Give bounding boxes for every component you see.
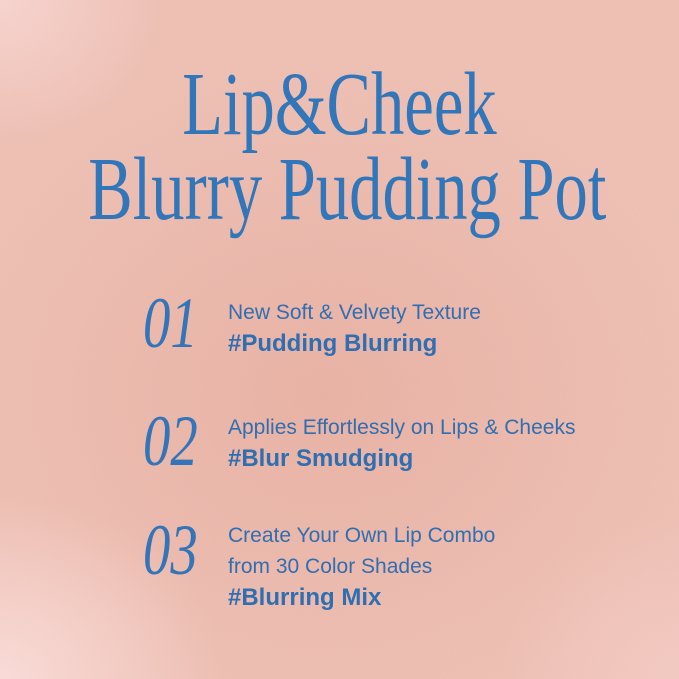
product-title: [88, 55, 607, 239]
feature-1-hashtag: #Pudding Blurring: [228, 330, 438, 357]
feature-2-hashtag: #Blur Smudging: [228, 445, 414, 472]
product-title-line-1: Lip&Cheek: [182, 55, 497, 154]
feature-1-line-1: New Soft & Velvety Texture: [228, 301, 481, 324]
product-title-line-2: Blurry Pudding Pot: [88, 140, 607, 239]
feature-3-line-1: Create Your Own Lip Combo: [228, 524, 496, 547]
feature-1-number: 01: [143, 283, 198, 363]
feature-3-hashtag: #Blurring Mix: [228, 584, 382, 611]
feature-1-text: [228, 297, 481, 359]
feature-3-line-2: from 30 Color Shades: [228, 555, 433, 578]
feature-2-number: 02: [143, 401, 198, 481]
feature-3-text: [228, 520, 495, 613]
feature-3-number: 03: [143, 510, 198, 590]
feature-2-text: [228, 412, 575, 474]
feature-2-line-1: Applies Effortlessly on Lips & Cheeks: [228, 416, 576, 439]
